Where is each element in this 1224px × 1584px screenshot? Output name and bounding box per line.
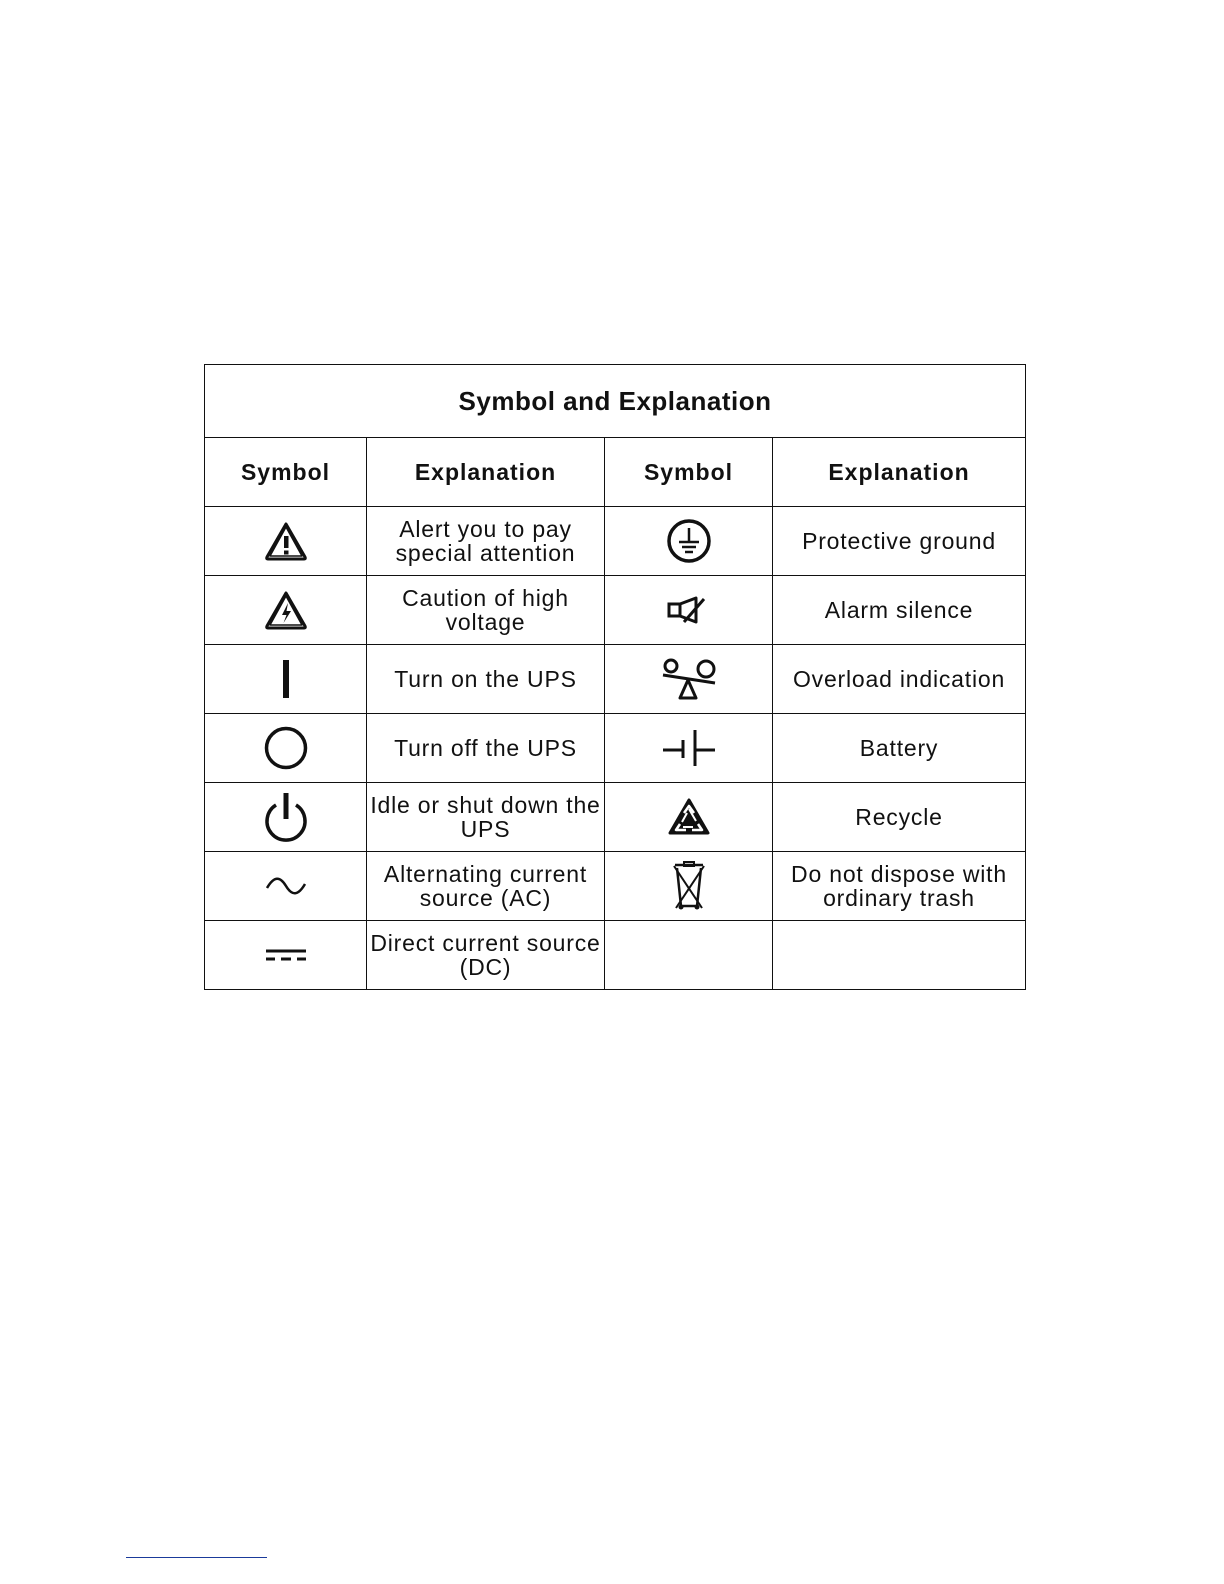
explanation-cell	[773, 921, 1026, 990]
table-row	[205, 645, 1026, 714]
table-row	[205, 783, 1026, 852]
explanation-cell: Direct current source (DC)	[367, 921, 605, 990]
protective-ground-icon	[666, 518, 712, 564]
header-symbol: Symbol	[205, 438, 367, 507]
overload-icon	[659, 656, 719, 702]
explanation-cell: Turn on the UPS	[367, 645, 605, 714]
table-row	[205, 507, 1026, 576]
warning-triangle-icon	[264, 521, 308, 561]
no-trash-icon	[669, 860, 709, 912]
table-title: Symbol and Explanation	[205, 365, 1026, 438]
explanation-cell: Idle or shut down the UPS	[367, 783, 605, 852]
table-row	[205, 852, 1026, 921]
explanation-cell: Overload indication	[773, 645, 1026, 714]
recycle-icon	[667, 797, 711, 837]
table-row	[205, 921, 1026, 990]
empty-cell	[605, 921, 773, 990]
table-row	[205, 714, 1026, 783]
high-voltage-icon	[264, 590, 308, 630]
header-explanation: Explanation	[773, 438, 1026, 507]
power-on-icon	[280, 658, 292, 700]
explanation-cell: Caution of high voltage	[367, 576, 605, 645]
power-off-icon	[263, 725, 309, 771]
explanation-cell: Alarm silence	[773, 576, 1026, 645]
alarm-silence-icon	[666, 595, 712, 625]
explanation-cell: Battery	[773, 714, 1026, 783]
explanation-cell: Recycle	[773, 783, 1026, 852]
header-explanation: Explanation	[367, 438, 605, 507]
explanation-cell: Alert you to pay special attention	[367, 507, 605, 576]
battery-icon	[659, 728, 719, 768]
explanation-cell: Turn off the UPS	[367, 714, 605, 783]
dc-icon	[264, 945, 308, 965]
footnote-rule	[126, 1557, 267, 1558]
standby-icon	[262, 791, 310, 843]
explanation-cell: Alternating current source (AC)	[367, 852, 605, 921]
table-row	[205, 576, 1026, 645]
ac-icon	[264, 876, 308, 896]
explanation-cell: Do not dispose with ordinary trash	[773, 852, 1026, 921]
explanation-cell: Protective ground	[773, 507, 1026, 576]
symbol-table	[204, 364, 1026, 990]
header-symbol: Symbol	[605, 438, 773, 507]
